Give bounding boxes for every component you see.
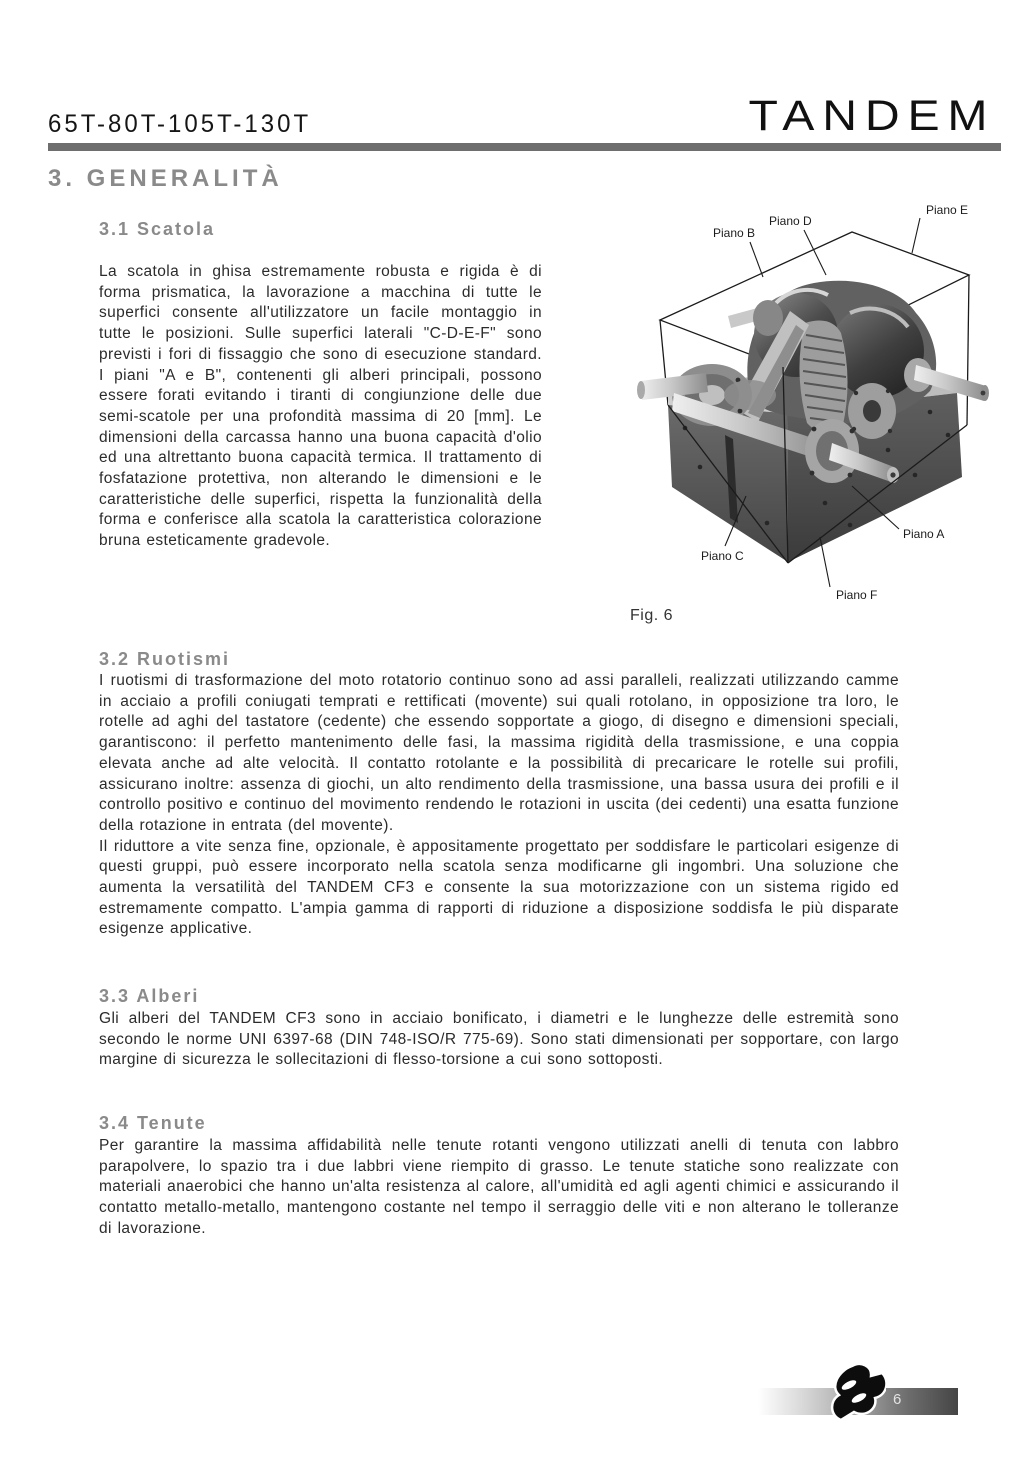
header-rule (48, 143, 1001, 151)
paragraph: Il riduttore a vite senza fine, opzionale, è appositamente progettato per soddisfare le particolari esigenze di questi gruppi, può essere incorporato nella scatola senza modificarne gli ingombri. Una soluzione che aumenta la versatilità del TANDEM CF3 e consente la sua motorizzazione con un sistema rigido ed estremamente compatto. L'ampia gamma di rapporti di riduzione a disposizione soddisfa le più disparate esigenze applicative. (99, 837, 899, 938)
figure-label-piano-d: Piano D (769, 214, 812, 228)
cam-mechanism-logo-icon (822, 1362, 886, 1420)
chapter-title: 3. GENERALITÀ (48, 165, 283, 192)
paragraph: La scatola in ghisa estremamente robusta e rigida è di forma prismatica, la lavorazione a macchina di tutte le superfici consente all'utilizzatore un facile montaggio in tutte le posizioni. Sulle superfici laterali "C-D-E-F" sono previsti i fori di fissaggio che sono di esecuzione standard. I piani "A e B", contenenti gli alberi principali, possono essere forati evitando i tiranti di congiunzione delle due semi-scatole per una profondità massima di 20 [mm]. Le dimensioni della carcassa hanno una buona capacità d'olio ed una altrettanto buona capacità termica. Il trattamento di fosfatazione protettiva, non alterando le dimensioni e le caratteristiche delle superfici, rispetta la funzionalità della forma e conferisce alla scatola la caratteristica colorazione bruna esteticamente gradevole. (99, 263, 542, 550)
figure-6 (600, 185, 1030, 627)
page-number: 6 (893, 1391, 903, 1408)
figure-label-piano-a: Piano A (903, 527, 945, 541)
section-body-scatola (99, 262, 542, 552)
section-body-ruotismi (99, 671, 899, 940)
section-title-alberi: 3.3 Alberi (99, 986, 200, 1006)
brand-logotype: TANDEM (748, 92, 995, 140)
figure-label-piano-e: Piano E (926, 203, 969, 217)
figure-label-piano-b: Piano B (713, 226, 756, 240)
section-title-ruotismi: 3.2 Ruotismi (99, 649, 231, 669)
section-title-tenute: 3.4 Tenute (99, 1113, 207, 1133)
paragraph: Per garantire la massima affidabilità nelle tenute rotanti vengono utilizzati anelli di tenuta con labbro parapolvere, lo spazio tra i due labbri viene riempito di grasso. Le tenute statiche sono realizzate con materiali anaerobici che hanno un'alta resistenza al calore, all'umidità ed agli agenti chimici e assicurando il contatto metallo-metallo, mantengono costante nel tempo il serraggio delle viti e non alterano le tolleranze di lavorazione. (99, 1137, 899, 1237)
header-model-range: 65T-80T-105T-130T (48, 110, 312, 139)
paragraph: Gli alberi del TANDEM CF3 sono in acciaio bonificato, i diametri e le lunghezze delle estremità sono secondo le norme UNI 6397-68 (DIN 748-ISO/R 775-69). Sono stati dimensionati per sopportare, con largo margine di sicurezza le sollecitazioni di flesso-torsione a cui sono sottoposti. (99, 1010, 899, 1069)
figure-label-piano-f: Piano F (836, 588, 878, 602)
paragraph: I ruotismi di trasformazione del moto rotatorio continuo sono ad assi paralleli, realizzati utilizzando camme in acciaio a profili coniugati temprati e rettificati (movente) sui quali rotolano, in opposizione tra loro, le rotelle ad aghi del tastatore (cedente) che essendo sopportate a giogo, di disegno e dimensioni speciali, garantiscono: il perfetto mantenimento delle fasi, la massima rigidità della trasmissione, e una coppia elevata anche ad alte velocità. Il contatto rotolante e la possibilità di precaricare le rotelle sui profili, assicurano inoltre: assenza di giochi, un alto rendimento della trasmissione, una bassa usura dei profili e il controllo positivo e continuo del movimento rendendo le rotazioni in uscita (dei cedenti) una esatta funzione della rotazione in entrata (del movente). (99, 672, 899, 834)
figure-caption: Fig. 6 (630, 607, 674, 624)
gearbox-photo (600, 185, 1030, 627)
section-body-alberi (99, 1009, 899, 1071)
section-title-scatola: 3.1 Scatola (99, 219, 216, 239)
figure-label-piano-c: Piano C (701, 549, 744, 563)
section-body-tenute (99, 1136, 899, 1240)
